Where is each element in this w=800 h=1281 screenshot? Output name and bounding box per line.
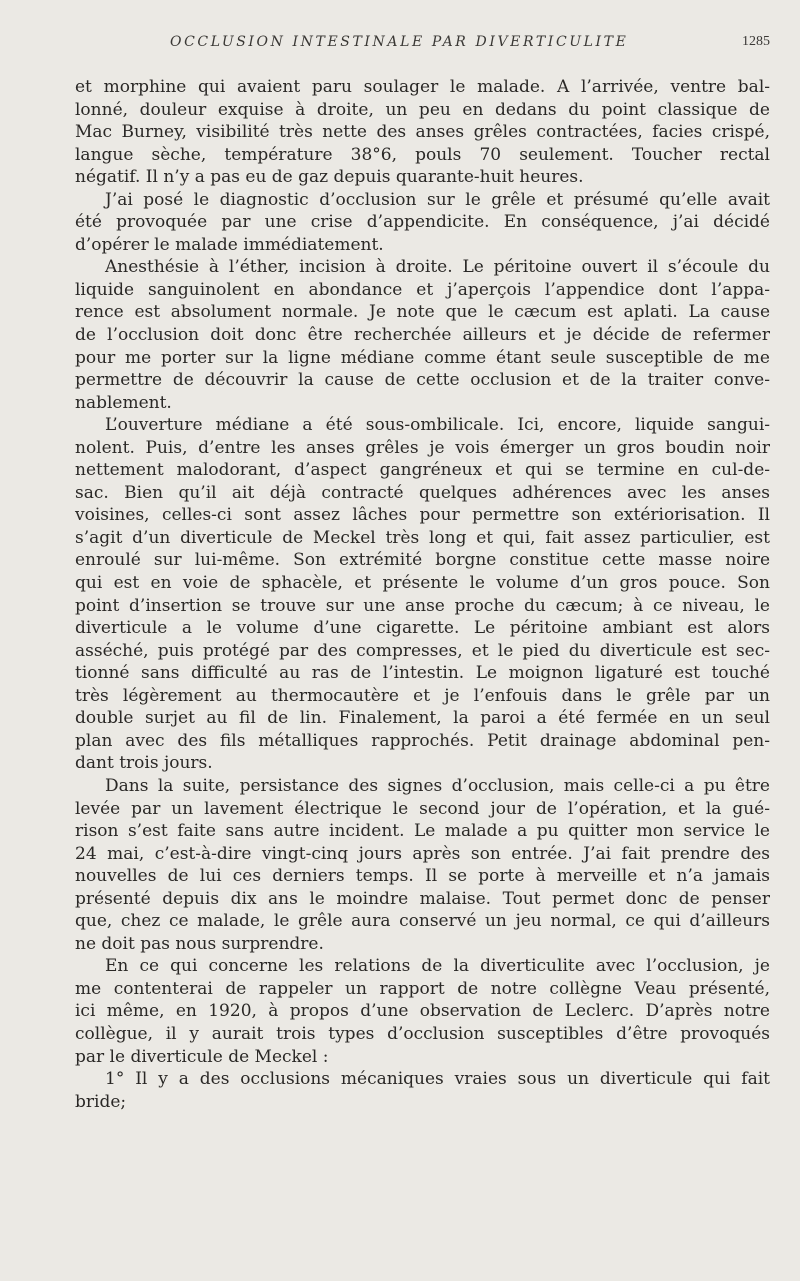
text-line: enroulé sur lui-même. Son extrémité borgne constitue cette masse noire [75,550,770,571]
text-line: présenté depuis dix ans le moindre malaise. Tout permet donc de penser [75,888,770,909]
text-line: rison s’est faite sans autre incident. Le malade a pu quitter mon service le [75,821,770,842]
text-line: nettement malodorant, d’aspect gangréneux et qui se termine en cul-de- [75,460,770,481]
text-line: liquide sanguinolent en abondance et j’aperçois l’appendice dont l’appa- [75,279,770,300]
text-line: de l’occlusion doit donc être recherchée ailleurs et je décide de refermer [75,325,770,346]
text-line: ici même, en 1920, à propos d’une observation de Leclerc. D’après notre [75,1001,770,1022]
text-line: et morphine qui avaient paru soulager le malade. A l’arrivée, ventre bal- [75,77,770,97]
text-line: dant trois jours. [75,753,213,774]
text-line: point d’insertion se trouve sur une anse proche du cæcum; à ce niveau, le [75,595,770,616]
text-line: langue sèche, température 38°6, pouls 70 seulement. Toucher rectal [75,144,770,165]
text-line: collègue, il y aurait trois types d’occlusion susceptibles d’être provoqués [75,1023,770,1044]
running-title: OCCLUSION INTESTINALE PAR DIVERTICULITE [170,34,629,50]
text-line: plan avec des fils métalliques rapprochés. Petit drainage abdominal pen- [75,730,770,751]
text-line: En ce qui concerne les relations de la diverticulite avec l’occlusion, je [105,956,770,977]
text-line: lonné, douleur exquise à droite, un peu en dedans du point classique de [75,99,770,120]
text-line: J’ai posé le diagnostic d’occlusion sur le grêle et présumé qu’elle avait [105,189,770,210]
text-line: ne doit pas nous surprendre. [75,933,324,954]
text-line: diverticule a le volume d’une cigarette. Le péritoine ambiant est alors [75,618,770,639]
text-line: nouvelles de lui ces derniers temps. Il se porte à merveille et n’a jamais [75,866,770,887]
text-line: double surjet au fil de lin. Finalement, la paroi a été fermée en un seul [75,708,770,729]
page-header [170,34,770,58]
text-line: tionné sans difficulté au ras de l’intestin. Le moignon ligaturé est touché [75,663,770,684]
text-line: été provoquée par une crise d’appendicite. En conséquence, j’ai décidé [75,212,770,233]
text-line: négatif. Il n’y a pas eu de gaz depuis quarante-huit heures. [75,167,584,188]
text-line: par le diverticule de Meckel : [75,1046,329,1067]
text-line: levée par un lavement électrique le second jour de l’opération, et la gué- [75,798,770,819]
text-line: 24 mai, c’est-à-dire vingt-cinq jours après son entrée. J’ai fait prendre des [75,843,770,864]
text-line: me contenterai de rappeler un rapport de notre collègne Veau présenté, [75,978,770,999]
text-line: rence est absolument normale. Je note que le cæcum est aplati. La cause [75,302,770,323]
text-line: d’opérer le malade immédiatement. [75,234,384,255]
text-line: bride; [75,1091,127,1112]
text-line: sac. Bien qu’il ait déjà contracté quelques adhérences avec les anses [75,482,770,503]
text-line: qui est en voie de sphacèle, et présente le volume d’un gros pouce. Son [75,573,770,594]
text-line: que, chez ce malade, le grêle aura conservé un jeu normal, ce qui d’ailleurs [75,911,770,932]
text-line: voisines, celles-ci sont assez lâches pour permettre son extériorisation. Il [75,505,770,526]
page-number: 1285 [742,34,770,49]
text-line: 1° Il y a des occlusions mécaniques vraies sous un diverticule qui fait [105,1069,770,1090]
text-line: Dans la suite, persistance des signes d’occlusion, mais celle-ci a pu être [105,775,770,796]
text-line: Mac Burney, visibilité très nette des anses grêles contractées, facies crispé, [75,122,770,143]
text-line: Anesthésie à l’éther, incision à droite. Le péritoine ouvert il s’écoule du [105,257,770,278]
text-line: nablement. [75,392,172,413]
text-line: nolent. Puis, d’entre les anses grêles je vois émerger un gros boudin noir [75,437,770,458]
text-line: permettre de découvrir la cause de cette occlusion et de la traiter conve- [75,370,770,391]
body-text [75,76,770,1113]
text-line: L’ouverture médiane a été sous-ombilicale. Ici, encore, liquide sangui- [105,415,770,436]
text-line: s’agit d’un diverticule de Meckel très long et qui, fait assez particulier, est [75,527,770,548]
text-line: très légèrement au thermocautère et je l’enfouis dans le grêle par un [75,685,770,706]
text-line: asséché, puis protégé par des compresses, et le pied du diverticule est sec- [75,640,770,661]
text-line: pour me porter sur la ligne médiane comme étant seule susceptible de me [75,347,770,368]
